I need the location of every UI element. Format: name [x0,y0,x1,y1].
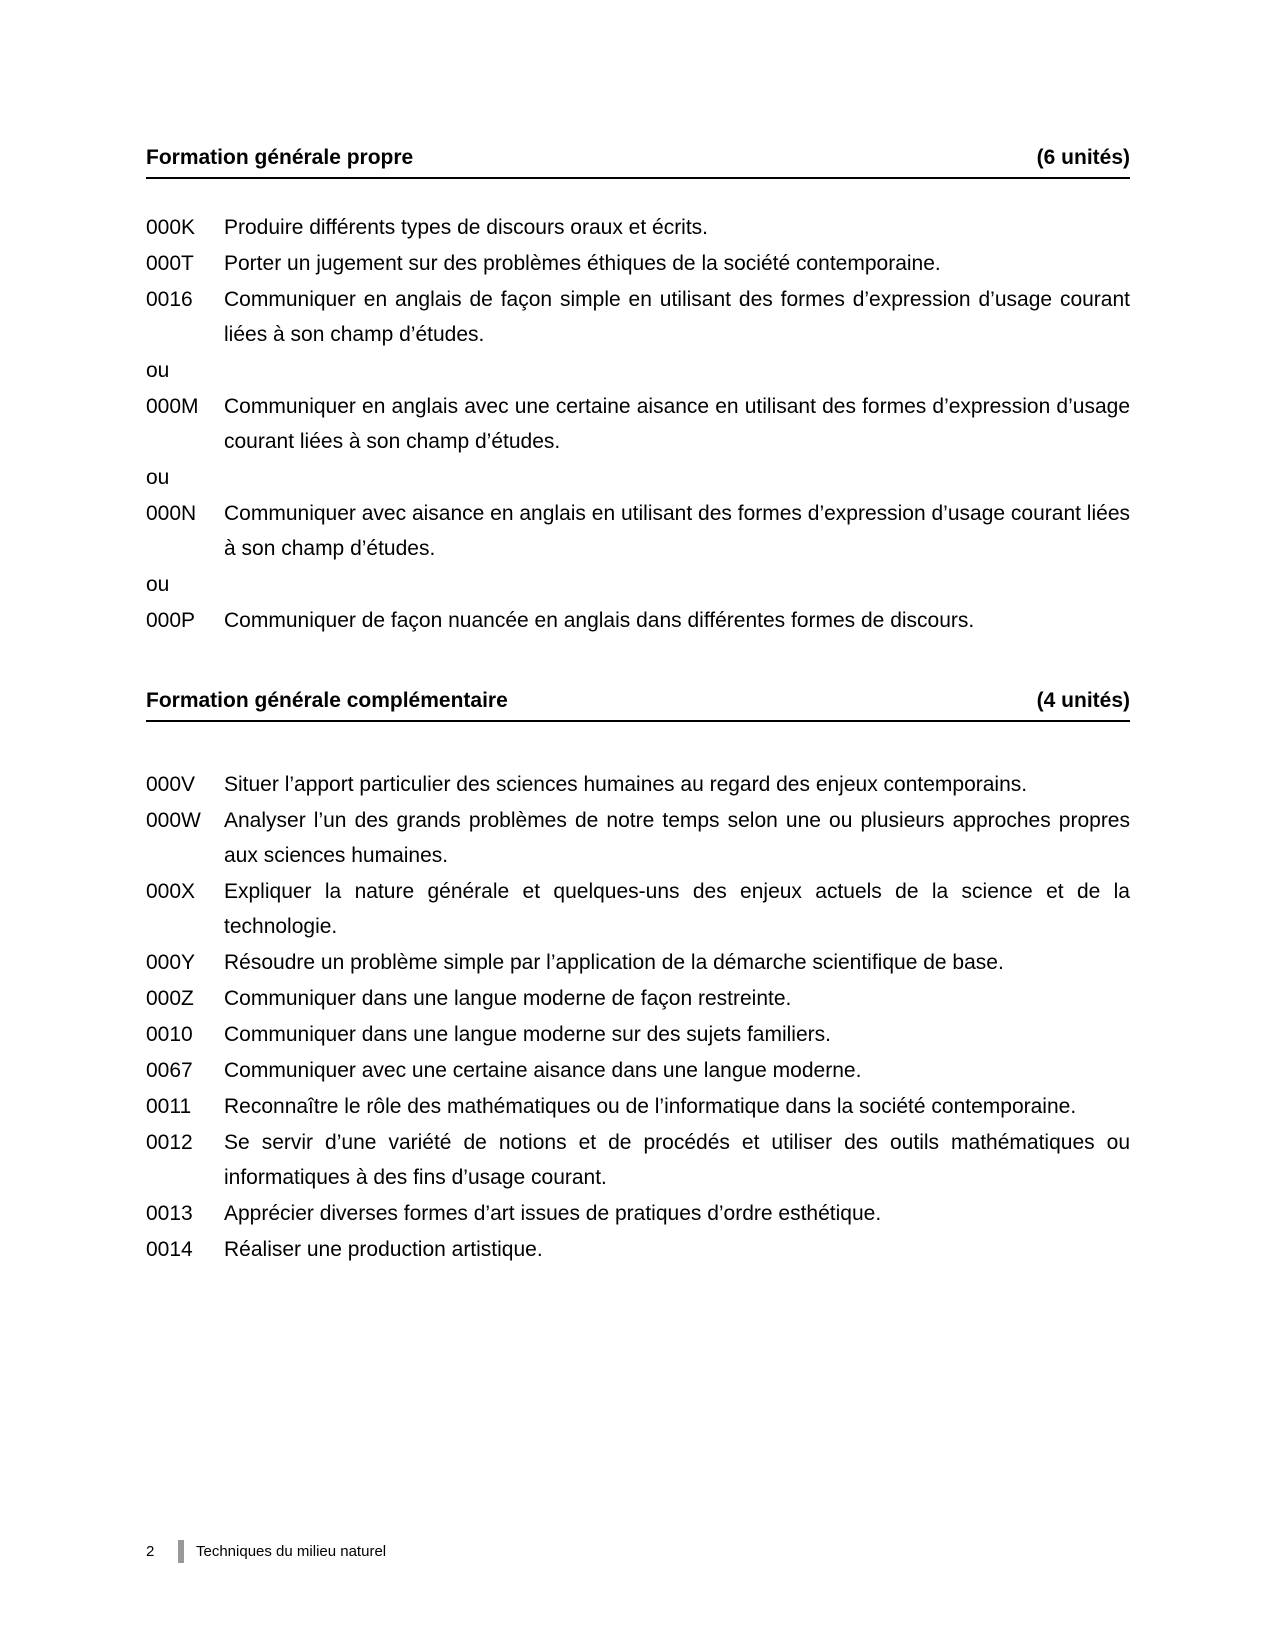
competency-code: 0011 [146,1095,192,1118]
competency-row [146,803,1130,873]
competency-row [146,246,1130,281]
competency-code: 000T [146,252,194,275]
competency-text: Se servir d’une variété de notions et de procédés et utiliser des outils mathématiques ou informatiques à des fins d’usage courant. [224,1131,1130,1189]
competency-code: 0016 [146,288,193,311]
competency-row [146,603,1130,638]
competency-row [146,874,1130,944]
competency-text: Analyser l’un des grands problèmes de notre temps selon une ou plusieurs approches propres aux sciences humaines. [224,809,1130,867]
section-header [146,683,1130,722]
competency-row [146,1196,1130,1231]
competency-text: Communiquer avec une certaine aisance dans une langue moderne. [224,1059,862,1082]
competency-text: Communiquer en anglais avec une certaine aisance en utilisant des formes d’expression d’usage courant liées à son champ d’études. [224,395,1130,453]
competency-text: Communiquer en anglais de façon simple en utilisant des formes d’expression d’usage courant liées à son champ d’études. [224,288,1130,346]
competency-text: Communiquer dans une langue moderne sur des sujets familiers. [224,1023,831,1046]
section-header [146,140,1130,179]
competency-code: 000M [146,395,199,418]
competency-row [146,496,1130,566]
section-formation-generale-propre [146,140,1130,638]
or-connector: ou [146,466,170,489]
footer-title: Techniques du milieu naturel [196,1543,387,1560]
or-connector-row [146,353,1130,388]
competency-text: Résoudre un problème simple par l’application de la démarche scientifique de base. [224,951,1004,974]
competency-code: 000P [146,609,196,632]
competency-text: Réaliser une production artistique. [224,1238,543,1261]
section-title: Formation générale propre [146,146,414,169]
competency-text [224,353,1130,388]
competency-row [146,981,1130,1016]
competency-row [146,1089,1130,1124]
section-units: (6 unités) [1036,146,1130,169]
competency-row [146,945,1130,980]
section-units: (4 unités) [1036,689,1130,712]
competency-text: Communiquer dans une langue moderne de façon restreinte. [224,987,792,1010]
competency-list [146,210,1130,638]
competency-text: Apprécier diverses formes d’art issues de pratiques d’ordre esthétique. [224,1202,882,1225]
competency-code: 0010 [146,1023,193,1046]
competency-text: Reconnaître le rôle des mathématiques ou de l’informatique dans la société contemporaine. [224,1095,1077,1118]
competency-code: 000W [146,809,201,832]
competency-text [224,460,1130,495]
or-connector-row [146,460,1130,495]
section-title: Formation générale complémentaire [146,689,508,712]
page-footer [146,1540,386,1563]
competency-row [146,1232,1130,1267]
competency-text: Situer l’apport particulier des sciences humaines au regard des enjeux contemporains. [224,773,1028,796]
competency-text [224,567,1130,602]
competency-text: Communiquer de façon nuancée en anglais dans différentes formes de discours. [224,609,975,632]
competency-code: 0014 [146,1238,193,1261]
or-connector-row [146,567,1130,602]
competency-row [146,1017,1130,1052]
competency-row [146,1053,1130,1088]
or-connector: ou [146,359,170,382]
section-formation-generale-complementaire [146,683,1130,1267]
page-number: 2 [146,1543,155,1560]
competency-row [146,1125,1130,1195]
competency-text: Expliquer la nature générale et quelques-uns des enjeux actuels de la science et de la technologie. [224,880,1130,938]
competency-text: Produire différents types de discours oraux et écrits. [224,216,709,239]
competency-code: 000Y [146,951,196,974]
competency-list [146,767,1130,1267]
competency-code: 000Z [146,987,194,1010]
competency-code: 000X [146,880,196,903]
page-content [146,140,1130,1268]
or-connector: ou [146,573,170,596]
footer-divider-bar [178,1540,184,1563]
competency-code: 000K [146,216,196,239]
competency-text: Communiquer avec aisance en anglais en utilisant des formes d’expression d’usage courant liées à son champ d’études. [224,502,1130,560]
competency-code: 000N [146,502,197,525]
competency-row [146,389,1130,459]
competency-row [146,767,1130,802]
competency-row [146,282,1130,352]
competency-code: 000V [146,773,196,796]
competency-code: 0067 [146,1059,193,1082]
competency-row [146,210,1130,245]
competency-code: 0013 [146,1202,193,1225]
competency-code: 0012 [146,1131,193,1154]
competency-text: Porter un jugement sur des problèmes éthiques de la société contemporaine. [224,252,941,275]
